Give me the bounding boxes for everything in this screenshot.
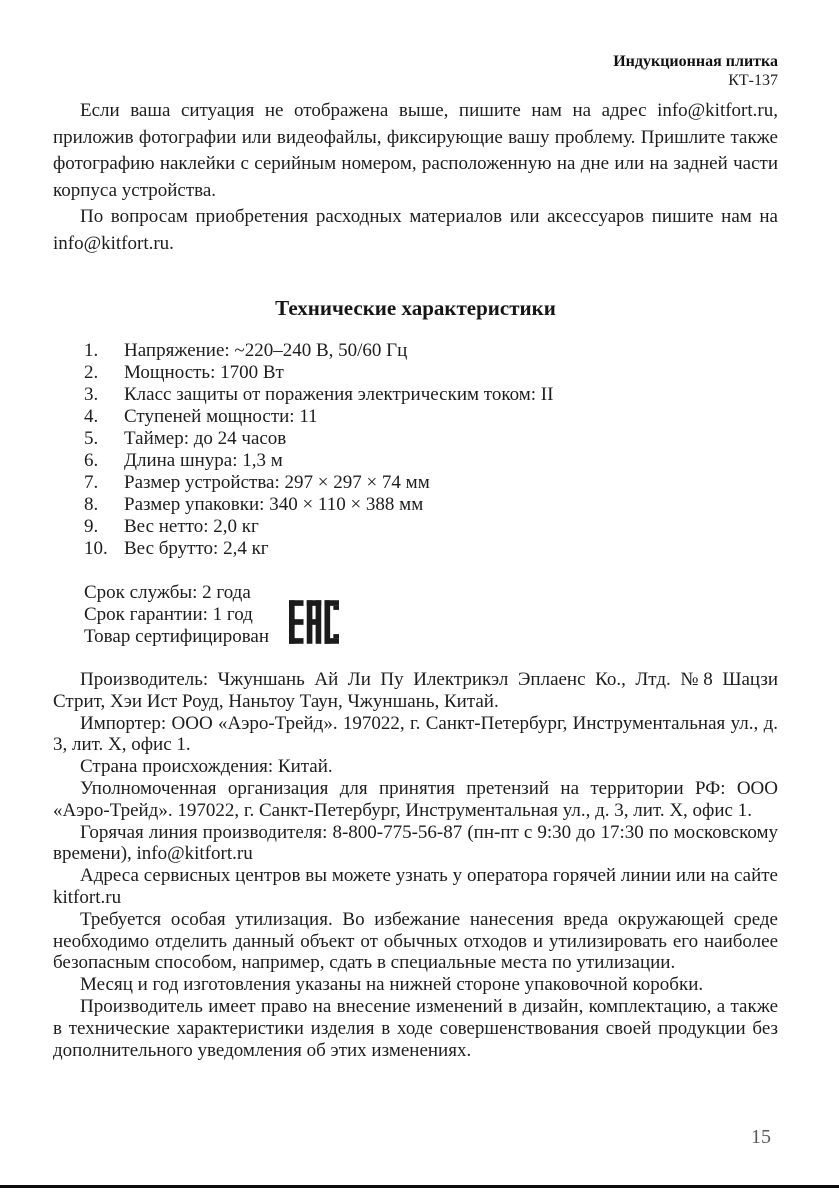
service-block (84, 582, 778, 648)
design-changes-paragraph: Производитель имеет право на внесение изменений в дизайн, комплектацию, а также в технические характеристики изделия в ходе совершенствования своей продукции без дополнительного уведомления об этих изменениях. (53, 995, 778, 1061)
spec-row (53, 428, 778, 450)
spec-text: Размер упаковки: 340 × 110 × 388 мм (124, 494, 424, 515)
spec-number: 8. (84, 494, 99, 515)
spec-number: 6. (84, 450, 99, 471)
spec-text: Таймер: до 24 часов (124, 428, 287, 449)
spec-row (53, 472, 778, 494)
spec-number: 7. (84, 472, 99, 493)
spec-number: 9. (84, 516, 99, 537)
spec-row (53, 494, 778, 516)
service-lines (84, 582, 269, 648)
warranty-line: Срок гарантии: 1 год (84, 604, 253, 625)
spec-row (53, 538, 778, 560)
production-date-paragraph: Месяц и год изготовления указаны на нижней стороне упаковочной коробки. (80, 974, 704, 996)
disposal-paragraph: Требуется особая утилизация. Во избежание нанесения вреда окружающей среде необходимо отделить данный объект от обычных отходов и утилизировать его наиболее безопасным способом, например, сдать в специальные места по утилизации. (53, 908, 778, 974)
intro-paragraph-contact: Если ваша ситуация не отображена выше, пишите нам на адрес info@kitfort.ru, приложив фотографии или видеофайлы, фиксирующие вашу проблему. Пришлите также фотографию наклейки с серийным номером, расположенную на дне или на задней части корпуса устройства. (53, 100, 778, 201)
manufacturer-paragraph: Производитель: Чжуншань Ай Ли Пу Илектрикэл Эплаенс Ко., Лтд. №8 Шацзи Стрит, Хэи Ист Роуд, Наньтоу Таун, Чжуншань, Китай. (53, 669, 778, 712)
spec-text: Вес нетто: 2,0 кг (124, 516, 259, 537)
intro-section (53, 98, 778, 257)
spec-number: 5. (84, 428, 99, 449)
spec-text: Длина шнура: 1,3 м (124, 450, 283, 471)
spec-row (53, 340, 778, 362)
spec-text: Вес брутто: 2,4 кг (124, 538, 269, 559)
eac-certification-icon (289, 599, 339, 645)
specs-title: Технические характеристики (275, 296, 556, 320)
page-number: 15 (751, 1126, 771, 1148)
spec-list (53, 340, 778, 560)
hotline-paragraph: Горячая линия производителя: 8-800-775-56-87 (пн-пт с 9:30 до 17:30 по московскому времени), info@kitfort.ru (53, 821, 778, 865)
intro-paragraph-consumables: По вопросам приобретения расходных материалов или аксессуаров пишите нам на info@kitfort.ru. (53, 206, 778, 254)
origin-paragraph: Страна происхождения: Китай. (80, 756, 333, 778)
spec-number: 3. (84, 384, 99, 405)
spec-number: 10. (84, 538, 108, 559)
spec-text: Класс защиты от поражения электрическим током: II (124, 384, 554, 405)
product-name: Индукционная плитка (613, 53, 778, 70)
spec-row (53, 362, 778, 384)
service-centers-paragraph: Адреса сервисных центров вы можете узнать у оператора горячей линии или на сайте kitfort.ru (53, 865, 778, 908)
scan-bottom-edge (0, 1185, 839, 1188)
spec-number: 1. (84, 340, 99, 361)
spec-row (53, 384, 778, 406)
legal-section (53, 669, 778, 1061)
spec-row (53, 406, 778, 428)
spec-text: Мощность: 1700 Вт (124, 362, 284, 383)
importer-paragraph: Импортер: ООО «Аэро-Трейд». 197022, г. Санкт-Петербург, Инструментальная ул., д. 3, лит. Х, офис 1. (53, 712, 778, 756)
model-number: КТ-137 (728, 72, 778, 89)
spec-text: Ступеней мощности: 11 (124, 406, 318, 427)
spec-number: 4. (84, 406, 99, 427)
running-header (53, 52, 778, 90)
spec-number: 2. (84, 362, 99, 383)
spec-row (53, 516, 778, 538)
spec-text: Размер устройства: 297 × 297 × 74 мм (124, 472, 430, 493)
service-life-line: Срок службы: 2 года (84, 582, 251, 603)
certified-line: Товар сертифицирован (84, 626, 270, 647)
spec-row (53, 450, 778, 472)
spec-text: Напряжение: ~220–240 В, 50/60 Гц (124, 340, 408, 361)
authorized-org-paragraph: Уполномоченная организация для принятия претензий на территории РФ: ООО «Аэро-Трейд». 197022, г. Санкт-Петербург, Инструментальная ул., д. 3, лит. Х, офис 1. (53, 777, 778, 821)
